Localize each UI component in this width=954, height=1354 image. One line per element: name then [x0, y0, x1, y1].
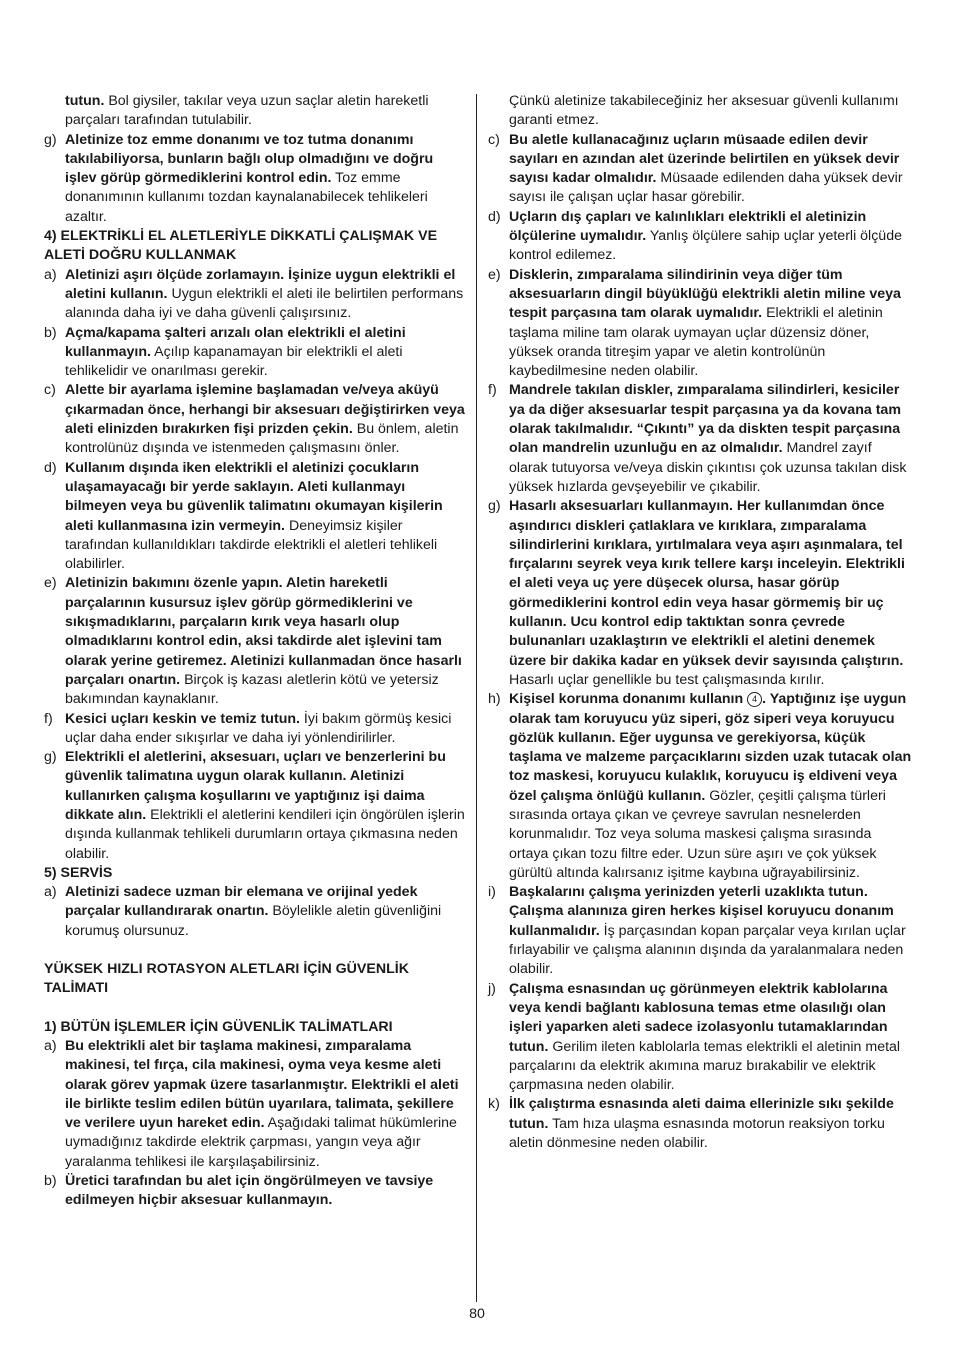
bold-text: Elektrikli el aletlerini, aksesuarı, uçları ve benzerlerini bu güvenlik talimatına uygun olarak kullanın. Aletinizi kullanırken çalışma koşullarını ve yaptığınız işi daima dikkate alın.	[65, 749, 446, 823]
bold-text: Hasarlı aksesuarları kullanmayın. Her kullanımdan önce aşındırıcı diskleri çatlaklara ve kırıklara, zımparalama silindirlerini kırıklara, yırtılmalara veya aşırı aşınmalara, tel fırçalarını seyrek veya kırık tellere karşı inceleyin. Elektrikli el aleti veya uç yere düşecek olursa, hasar görüp görmediklerini kontrol edin veya hasar görmemiş bir uç kullanın. Ucu kontrol edip taktıktan sonra çevrede bulunanları uzaklaştırın ve elektrikli el aletini denemek üzere bir dakika kadar en yüksek devir sayısında çalıştırın.	[509, 498, 905, 669]
list-item-a1	[44, 1037, 466, 1172]
list-item-b4	[44, 324, 466, 382]
list-item-e4	[44, 574, 466, 709]
section-heading-5: 5) SERVİS	[44, 864, 113, 881]
item-label: a)	[44, 266, 57, 283]
list-item-c1	[488, 131, 912, 208]
spacer	[44, 999, 466, 1018]
bold-text: Alette bir ayarlama işlemine başlamadan ve/veya aküyü çıkarmadan önce, herhangi bir aksesuarı değiştirirken veya aleti elinizden bırakırken fişi prizden çekin.	[65, 382, 465, 438]
bold-text: Disklerin, zımparalama silindirinin veya diğer tüm aksesuarların dingil büyüklüğü elektrikli aletin miline veya tespit parçasına tam olarak uymalıdır.	[509, 266, 901, 322]
item-label: g)	[488, 498, 501, 515]
paragraph-continued	[44, 92, 466, 131]
list-item-f4	[44, 710, 466, 749]
list-item-i1	[488, 883, 912, 979]
figure-reference-circle: 4	[747, 692, 762, 707]
right-column	[488, 92, 912, 1153]
item-label: g)	[44, 131, 57, 148]
item-label: b)	[44, 324, 57, 341]
body-text: Gözler, çeşitli çalışma türleri sırasında ortaya çıkan ve çevreye savrulan nesnelerden korunmalıdır. Toz veya soluma maskesi çalışma sırasında ortaya çıkan tozu filtre eder. Uzun süre aşırı ve çok yüksek gürültü altında kalırsanız işitme kaybına uğrayabilirsiniz.	[509, 787, 886, 881]
list-item-f1	[488, 381, 912, 497]
body-text: İyi bakım görmüş kesici uçlar daha ender sıkışırlar ve daha iyi yönlendirilirler.	[65, 710, 452, 746]
item-label: a)	[44, 884, 57, 901]
item-label: c)	[44, 382, 56, 399]
item-label: b)	[44, 1173, 57, 1190]
body-text: Aşağıdaki talimat hükümlerine uymadığınız takdirde elektrik çarpması, yangın veya ağır yaralanma tehlikesi ile karşılaşabilirsiniz.	[65, 1115, 457, 1170]
body-text: Müsaade edilenden daha yüksek devir sayısı ile çalışan uçlar hasar görebilir.	[509, 170, 903, 206]
list-item-k1	[488, 1095, 912, 1153]
document-title: YÜKSEK HIZLI ROTASYON ALETLARI İÇİN GÜVENLİK TALİMATI	[44, 961, 409, 997]
bold-text: İlk çalıştırma esnasında aleti daima ellerinizle sıkı şekilde tutun.	[509, 1096, 894, 1132]
bold-text: Çalışma esnasından uç görünmeyen elektrik kablolarına veya kendi bağlantı kablosuna temas etme olasılığı olan işleri yaparken aleti sadece izolasyonlu tutamaklarından tutun.	[509, 980, 888, 1055]
body-text: Tam hıza ulaşma esnasında motorun reaksiyon torku aletin dönmesine neden olabilir.	[509, 1115, 885, 1152]
item-label: e)	[44, 575, 57, 592]
section-heading-1: 1) BÜTÜN İŞLEMLER İÇİN GÜVENLİK TALİMATLARI	[44, 1018, 393, 1035]
spacer	[44, 941, 466, 960]
list-item-g4	[44, 748, 466, 864]
list-item-d1	[488, 208, 912, 266]
body-text: Bu önlem, aletin kontrolünüz dışında ve istenmeden çalışmasını önler.	[65, 421, 459, 457]
section-heading-4: 4) ELEKTRİKLİ EL ALETLERİYLE DİKKATLİ ÇALIŞMAK VE ALETİ DOĞRU KULLANMAK	[44, 228, 438, 264]
bold-text: tutun.	[65, 93, 105, 109]
list-item-b1	[44, 1172, 466, 1211]
item-label: i)	[488, 884, 496, 901]
item-label: j)	[488, 980, 496, 997]
bold-text: Aletinizi sadece uzman bir elemana ve orijinal yedek parçalar kullandırarak onartın.	[65, 884, 418, 920]
item-label: f)	[44, 710, 53, 727]
bold-text: Bu elektrikli alet bir taşlama makinesi, zımparalama makinesi, tel fırça, cila makinesi, oyma veya kesme aleti olarak görev yapmak üzere tasarlanmıştır. Elektrikli el aleti ile birlikte teslim edilen bütün uyarılara, talimata, şekillere ve verilere uyun hareket edin.	[65, 1037, 459, 1132]
bold-text: Bu aletle kullanacağınız uçların müsaade edilen devir sayıları en azından alet üzerinde belirtilen en yüksek devir sayısı kadar olmalıdır.	[509, 131, 900, 187]
page-number: 80	[469, 1306, 485, 1322]
item-label: k)	[488, 1096, 500, 1113]
list-item-h1	[488, 690, 912, 883]
body-text: Bol giysiler, takılar veya uzun saçlar aletin hareketli parçaları tarafından tutulabilir.	[65, 93, 429, 129]
bold-text: Kullanım dışında iken elektrikli el aletinizi çocukların ulaşamayacağı bir yerde saklayın. Aleti kullanmayı bilmeyen veya bu güvenlik talimatını okumayan kişilerin aleti kullanmasına izin vermeyin.	[65, 459, 443, 534]
body-text: İş parçasından kopan parçalar veya kırılan uçlar fırlayabilir ve çalışma alanının dışında da yaralanmalara neden olabilir.	[509, 922, 906, 978]
bold-text: Aletinizin bakımını özenle yapın. Aletin hareketli parçalarının kusursuz işlev görüp görmediklerini ve sıkışmadıklarını, parçaların kırık veya hasarlı olup olmadıklarını kontrol edin, aksi takdirde alet işlevini tam olarak yerine getiremez. Aletinizi kullanmadan önce hasarlı parçaları onartın.	[65, 575, 462, 688]
body-text: Mandrel zayıf olarak tutuyorsa ve/veya diskin çıkıntısı çok uzunsa takılan disk yüksek hızlarda gevşeyebilir ve çıkabilir.	[509, 440, 907, 495]
list-item-e1	[488, 266, 912, 382]
bold-text: Kişisel korunma donanımı kullanın	[509, 691, 744, 708]
item-label: e)	[488, 266, 501, 283]
bold-text: Mandrele takılan diskler, zımparalama silindirleri, kesiciler ya da diğer aksesuarlar tespit parçasına ya da kovana tam olarak takılmalıdır. “Çıkıntı” ya da diskten tespit parçasına olan mandrelin uzunluğu en az olmalıdır.	[509, 382, 901, 457]
bold-text: . Yaptığınız işe uygun olarak tam koruyucu yüz siperi, göz siperi veya koruyucu gözlük kullanın. Eğer uygunsa ve gerekiyorsa, küçük taşlama ve malzeme parçacıklarını sizden uzak tutacak olan toz maskesi, koruyucu kulaklık, koruyucu iş eldiveni veya özel çalışma önlüğü kullanın.	[509, 691, 912, 804]
list-item-j1	[488, 980, 912, 1096]
bold-text: Açma/kapama şalteri arızalı olan elektrikli el aletini kullanmayın.	[65, 324, 406, 360]
body-text: Birçok iş kazası aletlerin kötü ve yetersiz bakımından kaynaklanır.	[65, 671, 439, 708]
body-text: Uygun elektrikli el aleti ile belirtilen performans alanında daha iyi ve daha güvenli çalışırsınız.	[65, 285, 464, 322]
item-label: a)	[44, 1037, 57, 1054]
body-text: Elektrikli el aletinin taşlama miline tam olarak uymayan uçlar düzensiz döner, yüksek oranda titreşim yapar ve aletin kontrolünün kaybedilmesine neden olabilir.	[509, 305, 883, 380]
body-text: Hasarlı uçlar genellikle bu test çalışmasında kırılır.	[509, 671, 825, 688]
list-item-a4	[44, 266, 466, 324]
list-item-g1	[488, 497, 912, 690]
list-item-d4	[44, 459, 466, 575]
left-column	[44, 92, 466, 1211]
body-text: Gerilim ileten kablolarla temas elektrikli el aletinin metal parçalarını da elektrik akımına maruz bırakabilir ve elektrik çarpmasına neden olabilir.	[509, 1038, 901, 1094]
body-text: Deneyimsiz kişiler tarafından kullanıldıkları takdirde elektrikli el aletleri tehlikeli olabilirler.	[65, 517, 438, 573]
item-label: f)	[488, 382, 497, 399]
item-label: h)	[488, 691, 501, 708]
list-item-c4	[44, 381, 466, 458]
item-label: c)	[488, 131, 500, 148]
bold-text: Başkalarını çalışma yerinizden yeterli uzaklıkta tutun. Çalışma alanınıza giren herkes kişisel koruyucu donanım kullanmalıdır.	[509, 884, 894, 939]
item-label: g)	[44, 749, 57, 766]
paragraph-continued	[488, 92, 912, 131]
body-text: Toz emme donanımının kullanımı tozdan kaynalanabilecek tehlikeleri azaltır.	[65, 170, 428, 225]
item-label: d)	[44, 459, 57, 476]
list-item-g-dust	[44, 131, 466, 227]
column-divider	[476, 94, 477, 1302]
body-text: Böylelikle aletin güvenliğini korumuş olursunuz.	[65, 903, 442, 939]
body-text: Elektrikli el aletlerini kendileri için öngörülen işlerin dışında kullanmak tehlikeli durumların ortaya çıkmasına neden olabilir.	[65, 806, 465, 862]
bold-text: Uçların dış çapları ve kalınlıkları elektrikli el aletinizin ölçülerine uymalıdır.	[509, 208, 867, 245]
bold-text: Kesici uçları keskin ve temiz tutun.	[65, 710, 300, 727]
bold-text: Aletinizi aşırı ölçüde zorlamayın. İşinize uygun elektrikli el aletini kullanın.	[65, 266, 456, 302]
list-item-a5	[44, 883, 466, 941]
item-label: d)	[488, 208, 501, 225]
bold-text: Üretici tarafından bu alet için öngörülmeyen ve tavsiye edilmeyen hiçbir aksesuar kullanmayın.	[65, 1173, 434, 1209]
bold-text: Aletinize toz emme donanımı ve toz tutma donanımı takılabiliyorsa, bunların bağlı olup olmadığını ve doğru işlev görüp görmediklerini kontrol edin.	[65, 131, 434, 187]
body-text: Çünkü aletinize takabileceğiniz her aksesuar güvenli kullanımı garanti etmez.	[509, 93, 899, 129]
body-text: Açılıp kapanamayan bir elektrikli el aleti tehlikelidir ve onarılması gerekir.	[65, 343, 403, 380]
body-text: Yanlış ölçülere sahip uçlar yeterli ölçüde kontrol edilemez.	[509, 228, 902, 264]
